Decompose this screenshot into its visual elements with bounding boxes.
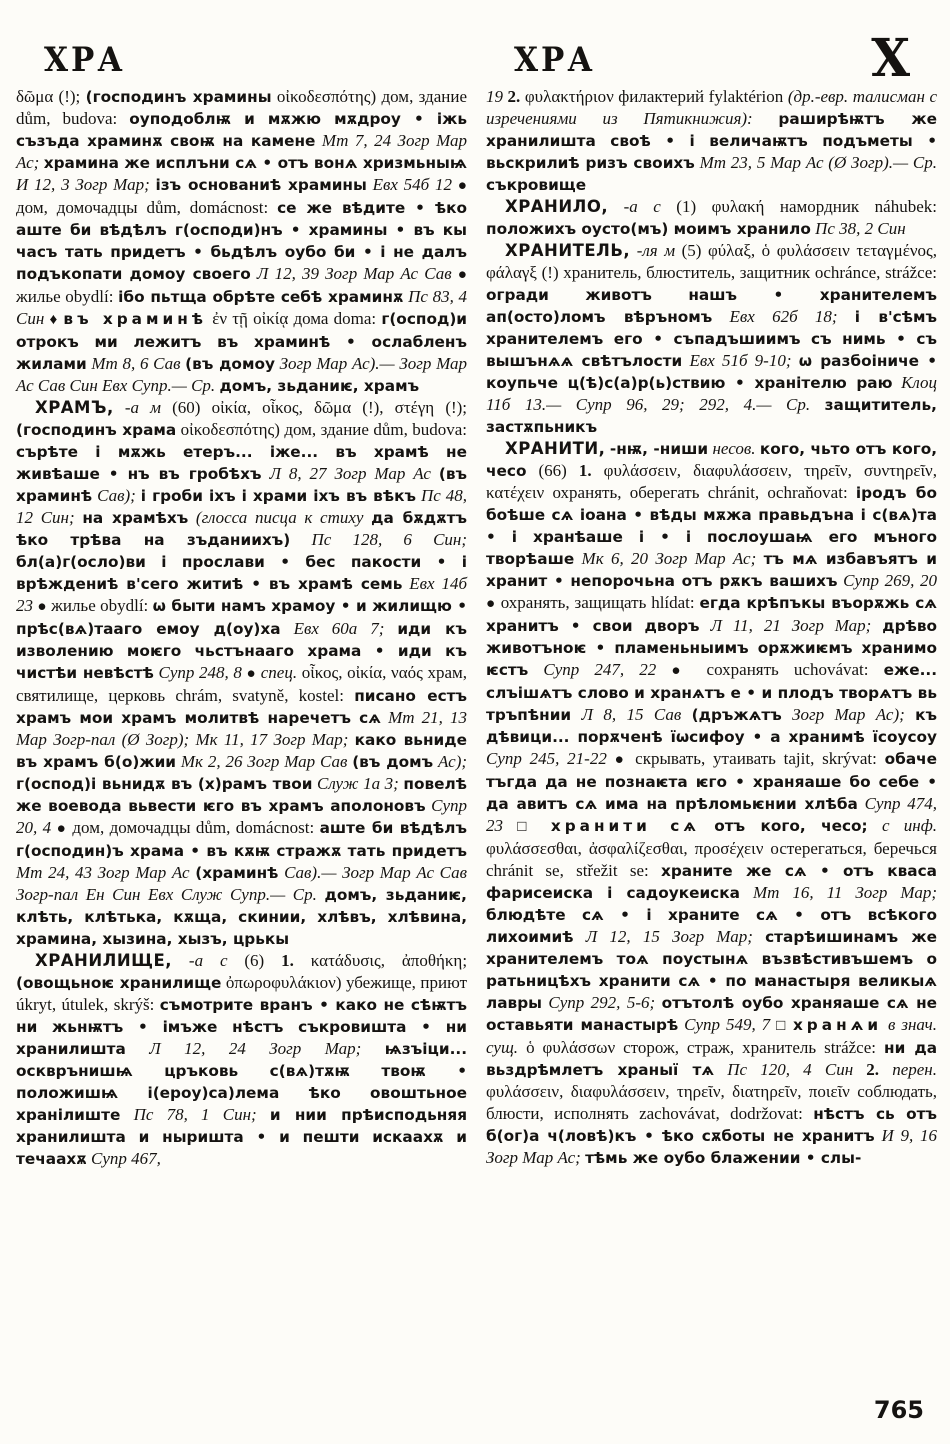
text-segment-i: Евх 60а 7; (293, 619, 385, 638)
text-segment-r: охранять, защищать hlídat: (500, 593, 695, 612)
text-segment-o: повелѣ же воевода вьвести ѥго въ храмъ аполоновъ (16, 775, 468, 815)
text-segment-o: еже... слъішѧтъ слово и хранѧтъ е • и плодъ творѧтъ вь тръпѣнии (486, 661, 938, 724)
page-body (16, 86, 937, 1170)
text-segment-i: Пс 38, 2 Син (815, 219, 906, 238)
text-segment-i: Мк 2, 26 Зогр Мар Сав (180, 752, 348, 771)
text-segment-r: φυλακτήριον филактерий fylaktérion (524, 87, 784, 106)
text-segment-i: Пс 128, 6 Син; (311, 530, 467, 549)
text-segment-o: г(оспод)і вьнидѫ въ (х)рамъ твои (16, 775, 313, 793)
text-segment-o: огради животъ нашъ • хранителемъ ап(осто)ломъ вѣръномъ (486, 286, 937, 326)
text-segment-o: (господинъ храмины (85, 88, 272, 106)
text-segment-o: да бѫдѫтъ ѣко трѣва на зъданиихъ) (16, 509, 467, 549)
text-segment-i: И 12, 3 Зогр Мар; (16, 175, 150, 194)
text-segment-r: жилье obydlí: (51, 596, 149, 615)
text-segment-o: ѡ быти намъ храмоу • и жилищю • прѣс(вѧ)тааго емоу д(оу)ха (16, 597, 468, 638)
text-segment-o: съмотрите вранъ • како не сѣѭтъ ни жьнѭтъ • імъже нѣстъ съкровишта • ни хранилишта (16, 996, 467, 1058)
text-segment-o: ни да вьздрѣмлетъ храныї тѧ (486, 1039, 938, 1079)
text-segment-i: Мт 21, 13 Мар Зогр-пал (Ø Зогр); Мк 11, 17 Зогр Мар; (16, 708, 467, 749)
text-segment-i: Мт 8, 6 Сав (91, 354, 181, 373)
text-segment-o: старѣишинамъ же хранителемъ тоѧ поустынѧ възвѣстивъшемъ о ратьницѣхъ хранити сѧ • по манастыря великыѧ лавры (486, 928, 937, 1012)
text-segment-i: Мт 23, 5 Мар Ас (Ø Зогр).— Ср. (699, 153, 937, 172)
text-segment-i: Л 11, 21 Зогр Мар; (710, 616, 872, 635)
text-segment-s: □ (517, 818, 537, 835)
text-segment-i: -ля м (636, 241, 676, 260)
text-segment-r: жилье obydlí: (16, 287, 114, 306)
text-segment-i: Супр 248, 8 (158, 663, 242, 682)
entry-continuation-hramina (16, 86, 467, 397)
text-segment-o: (овощьноѥ хранилище (16, 974, 222, 992)
text-segment-i: Пс 83, 4 Син (16, 287, 468, 328)
text-segment-i: несов. (712, 439, 756, 458)
text-segment-r: ἐν τῇ οἰκίᾳ дома doma: (212, 309, 377, 328)
text-segment-s: □ (776, 1017, 787, 1034)
text-segment-r: сохранять uchovávat: (706, 660, 869, 679)
text-segment-s: ● (457, 266, 467, 283)
text-segment-o: блюдѣте сѧ • і храните сѧ • отъ всѣкого лихоимиѣ (486, 906, 937, 946)
text-segment-i: (глосса писца к стиху (195, 508, 364, 527)
text-segment-o: отътолѣ оубо храняаше сѧ не оставьяти манастырѣ (486, 994, 938, 1034)
text-segment-r: (66) (538, 461, 567, 480)
text-segment-i: Зогр Мар Ас); (792, 705, 905, 724)
text-segment-o: г(оспод)и отрокъ ми лежитъ въ храминѣ • ослабленъ жилами (16, 310, 468, 373)
text-segment-r: οἶκος, οἰκία, ναός храм, святилище, церковь chrám, svatyně, kostel: (16, 663, 468, 705)
text-segment-b: 1. (578, 461, 592, 480)
text-segment-i: Евх 62б 18; (729, 307, 838, 326)
text-segment-sp: въ храминѣ (63, 310, 208, 328)
text-segment-r: (5) φύλαξ, ὁ φυλάσσειν τεταγμένος, φάλαγξ (!) хранитель, блюститель, защитник ochránce, strážce: (486, 241, 937, 282)
text-segment-r: φυλάσσειν, διαφυλάσσειν, τηρεῖν, συντηρεῖν, κατέχειν охранять, оберегать chránit, ochraňovat: (486, 461, 937, 502)
column-right (486, 86, 937, 1170)
text-segment-r: (60) οἰκία, οἶκος, δῶμα (!), στέγη (!); (172, 398, 468, 417)
entry-continuation-hranilishte (486, 86, 937, 196)
text-segment-i: Мт 7, 24 Зогр Мар Ас; (16, 131, 468, 172)
text-segment-o: писано естъ храмъ мои храмъ молитвѣ наречетъ сѧ (16, 687, 468, 727)
text-segment-i: 19 (486, 87, 503, 106)
text-segment-o: сърѣте і мѫжь етеръ... іже... въ храмѣ не живѣаше • нъ въ гробѣхъ (16, 443, 467, 483)
text-segment-i: Ас); (438, 752, 468, 771)
text-segment-o: тъ мѧ избавъятъ и хранит • непорочьна отъ рѫкъ вашихъ (486, 550, 937, 590)
text-segment-o: домъ, зьданиѥ, храмъ (219, 377, 420, 395)
text-segment-o: се же вѣдите • ѣко аште би вѣдѣлъ г(осподи)нъ • храмины • въ кы часъ тать придетъ • бьдѣлъ оубо би • і не далъ подъкопати домоу своего (16, 199, 468, 283)
text-segment-r: φυλάσσειν, διαφυλάσσειν, τηρεῖν, διατηρεῖν, ποιεῖν соблюдать, блюсти, исполнять zachovávat, dodržovat: (486, 1082, 937, 1123)
text-segment-i: -а с (623, 197, 661, 216)
text-segment-h: ХРАНИЛИЩЕ, (35, 951, 173, 970)
entry-hranitel (486, 240, 937, 438)
text-segment-sp: хранѧи (792, 1016, 883, 1034)
text-segment-r: οἰκοδεσπότης) дом, здание dům, budova: (16, 87, 467, 128)
text-segment-i: Пс 120, 4 Син (727, 1060, 854, 1079)
text-segment-i: Супр 467, (91, 1149, 161, 1168)
text-segment-b: 1. (281, 951, 294, 970)
text-segment-i: Евх 14б 23 (16, 574, 467, 615)
text-segment-i: Клоц 11б 13.— Супр 96, 29; 292, 4.— Ср. (486, 373, 938, 414)
text-segment-r: ὀπωροφυλάκιον) убежище, приют úkryt, útulek, skrýš: (16, 973, 468, 1014)
text-segment-r: ὁ φυλάσσων сторож, страж, хранитель strážce: (526, 1038, 876, 1057)
text-segment-r: дом, домочадцы dům, domácnost: (72, 818, 315, 837)
text-segment-o: іродъ бо боѣше сѧ іоана • вѣды мѫжа правьдъна і с(вѧ)та • і хранѣаше і • і послоушаѩ его мъного творѣаше (486, 484, 937, 568)
text-segment-i: перен. (892, 1060, 937, 1079)
text-segment-i: Супр 247, 22 (543, 660, 657, 679)
text-segment-h: ХРАНИЛО, (505, 197, 609, 216)
text-segment-r: дом, домочадцы dům, domácnost: (16, 198, 269, 217)
text-segment-o: кого, чьто отъ кого, чесо (486, 440, 938, 480)
text-segment-r: φυλάσσεσθαι, ἀσφαλίζεσθαι, προσέχειν остерегаться, беречься chránit se, střežit se: (486, 839, 937, 880)
text-segment-i: Супр 292, 5-6; (548, 993, 656, 1012)
text-segment-o: на храмѣхъ (82, 509, 189, 527)
text-segment-i: Л 12, 39 Зогр Мар Ас Сав (256, 264, 452, 283)
text-segment-i: -а с (188, 951, 228, 970)
text-segment-r: δῶμα (!); (16, 87, 81, 106)
text-segment-i: Пс 48, 12 Син; (16, 486, 467, 527)
text-segment-s: ● (37, 598, 47, 615)
text-segment-s: ● (614, 751, 628, 768)
text-segment-i: -а м (124, 398, 161, 417)
text-segment-i: Супр 245, 21-22 (486, 749, 607, 768)
page-number: 765 (873, 1396, 924, 1424)
text-segment-o: -нѭ, -ниши (609, 440, 709, 458)
entry-hranilishte (16, 950, 467, 1170)
text-segment-o: ібо пьтща обрѣте себѣ храминѫ (118, 288, 404, 306)
text-segment-o: бл(а)г(осло)ви і прослави • бес пакости • і врѣждениѣ в'сего житиѣ • въ храмѣ семь (16, 553, 467, 593)
text-segment-o: і в'сѣмъ хранителемъ его • съпадъшиимъ съ нимь • съ вышънѧѧ свѣтълости (486, 308, 937, 370)
entry-hramu (16, 397, 467, 950)
column-left (16, 86, 467, 1170)
section-letter: Х (871, 26, 910, 89)
text-segment-o: нѣстъ сь отъ б(ог)а ч(ловѣ)къ • ѣко сѫботы не хранитъ (486, 1105, 937, 1145)
text-segment-o: раширѣѭтъ же хранилишта своѣ • і величаѭтъ подъметы • вьскрилиѣ ризъ своихъ (486, 110, 938, 172)
text-segment-i: И 9, 16 Зогр Мар Ас; (486, 1126, 937, 1167)
text-segment-o: дрѣво животъноѥ • пламеньныимъ орѫжиѥмъ хранимо ѥстъ (486, 617, 938, 679)
text-segment-r: οἰκοδεσπότης) дом, здание dům, budova: (180, 420, 467, 439)
text-segment-s: ● (56, 820, 67, 837)
text-segment-i: Супр 269, 20 (843, 571, 937, 590)
text-segment-s: ♦ (49, 311, 59, 328)
running-head-left: ХРА (44, 40, 126, 80)
text-segment-i: Мт 16, 11 Зогр Мар; (752, 883, 938, 902)
text-segment-i: Л 8, 15 Сав (581, 705, 682, 724)
text-segment-i: Супр 549, 7 (684, 1015, 771, 1034)
text-segment-s: ● (246, 665, 257, 682)
text-segment-o: домъ, зьданиѥ, клѣть, клѣтька, кѫща, скинии, хлѣвъ, хлѣвина, храмина, хызина, хызъ, црькы (16, 886, 467, 948)
text-segment-o: ѩзъіци... оскврънишѩ цръковь с(вѧ)тѫѭ твоѭ • положишѩ і(ероу)са)лема ѣко овоштьное хранілиште (16, 1040, 467, 1124)
text-segment-i: Супр 20, 4 (16, 796, 468, 837)
text-segment-o: (дръжѧтъ (691, 706, 782, 724)
text-segment-i: Пс 78, 1 Син; (133, 1105, 257, 1124)
text-segment-h: ХРАМЪ, (35, 398, 114, 417)
text-segment-i: Евх 54б 12 (372, 175, 452, 194)
text-segment-r: скрывать, утаивать tajit, skrývat: (635, 749, 877, 768)
text-segment-i: в знач. сущ. (486, 1015, 938, 1057)
text-segment-i: Служ 1а 3; (317, 774, 399, 793)
text-segment-o: ізъ основаниѣ храмины (155, 176, 367, 194)
text-segment-i: Евх 51б 9-10; (689, 351, 792, 370)
running-head-center: ХРА (514, 40, 596, 80)
text-segment-o: і гроби іхъ і храми іхъ въ вѣкъ (140, 487, 416, 505)
text-segment-i: Сав).— Зогр Мар Ас Сав Зогр-пал Ен Син Евх Служ Супр.— Ср. (16, 863, 468, 904)
text-segment-o: (въ храминѣ (16, 465, 468, 505)
text-segment-o: къ дѣвици... порѫченѣ їѡсифоу • а хранимѣ їсоусоу (486, 706, 938, 746)
text-segment-i: Л 12, 24 Зогр Мар; (149, 1039, 362, 1058)
text-segment-s: ● (671, 662, 692, 679)
entry-hraniti (486, 438, 937, 1169)
running-head (0, 26, 950, 89)
text-segment-o: (въ домъ (352, 753, 434, 771)
text-segment-o: храните же сѧ • отъ кваса фарисеиска і садоукеиска (486, 862, 937, 902)
text-segment-r: (1) φυλακή намордник náhubek: (676, 197, 937, 216)
text-segment-sp: хранити сѧ (550, 817, 701, 835)
text-segment-i: Мк 6, 20 Зогр Мар Ас; (581, 549, 757, 568)
text-segment-b: 2. (507, 87, 521, 106)
text-segment-o: (храминѣ (195, 864, 279, 882)
text-segment-i: Мт 24, 43 Зогр Мар Ас (16, 863, 190, 882)
text-segment-i: Зогр Мар Ас).— Зогр Мар Ас Сав Син Евх Супр.— Ср. (16, 354, 468, 395)
text-segment-o: обаче тъгда да не познаѥта ѥго • храняаше бо себе • да авитъ сѧ има на прѣломьѥнии хлѣба (486, 750, 938, 813)
text-segment-i: Супр 474, 23 (486, 794, 938, 835)
text-segment-b: 2. (866, 1060, 880, 1079)
text-segment-s: ● (457, 177, 468, 194)
text-segment-r: (6) (244, 951, 265, 970)
text-segment-o: тѣмь же оубо блажении • слы- (585, 1149, 862, 1167)
text-segment-o: положихъ оусто(мъ) моимъ хранило (486, 220, 811, 238)
text-segment-o: и нии прѣисподьняя хранилишта и ныришта • и пешти искаахѫ и течаахѫ (16, 1106, 468, 1168)
text-segment-r: κατάδυσις, ἀποθήκη; (310, 951, 468, 970)
text-segment-o: егда крѣпъкы въорѫжь сѧ хранитъ • свои дворъ (486, 594, 938, 635)
text-segment-i: Сав); (97, 486, 136, 505)
text-segment-h: ХРАНИТИ, (505, 439, 606, 458)
text-segment-o: како вьниде въ храмъ б(о)жии (16, 731, 467, 771)
text-segment-h: ХРАНИТЕЛЬ, (505, 241, 631, 260)
text-segment-o: отъ кого, чесо; (714, 817, 868, 835)
text-segment-o: иди къ изволению моѥго чьстънааго храма • иди къ чистѣи невѣстѣ (16, 620, 468, 682)
text-segment-o: храмина же исплъни сѧ • отъ вонѧ хризмьныѩ (43, 154, 468, 172)
text-segment-o: защититель, застѫпьникъ (486, 396, 937, 436)
text-segment-o: аште би вѣдѣлъ г(осподин)ъ храма • въ кѫѭ стражѫ тать придетъ (16, 819, 468, 860)
text-segment-i: (др.-евр. талисман с изречениями из Пятикнижия): (486, 87, 938, 128)
text-segment-o: (въ домоу (185, 355, 275, 373)
text-segment-o: съкровище (486, 176, 587, 194)
text-segment-o: оуподоблѭ и мѫжю мѫдроу • іжь съзъда храминѫ своѭ на камене (16, 110, 467, 150)
text-segment-s: ● (486, 595, 496, 612)
entry-hranilo (486, 196, 937, 240)
text-segment-i: спец. (260, 663, 298, 682)
text-segment-i: Л 12, 15 Зогр Мар; (585, 927, 753, 946)
text-segment-o: ѡ разбоіниче • коупьче ц(ѣ)с(а)р(ь)ствию • хранітелю раю (486, 352, 938, 392)
text-segment-i: с инф. (881, 816, 938, 835)
text-segment-i: Л 8, 27 Зогр Мар Ас (269, 464, 431, 483)
text-segment-o: (господинъ храма (16, 421, 177, 439)
